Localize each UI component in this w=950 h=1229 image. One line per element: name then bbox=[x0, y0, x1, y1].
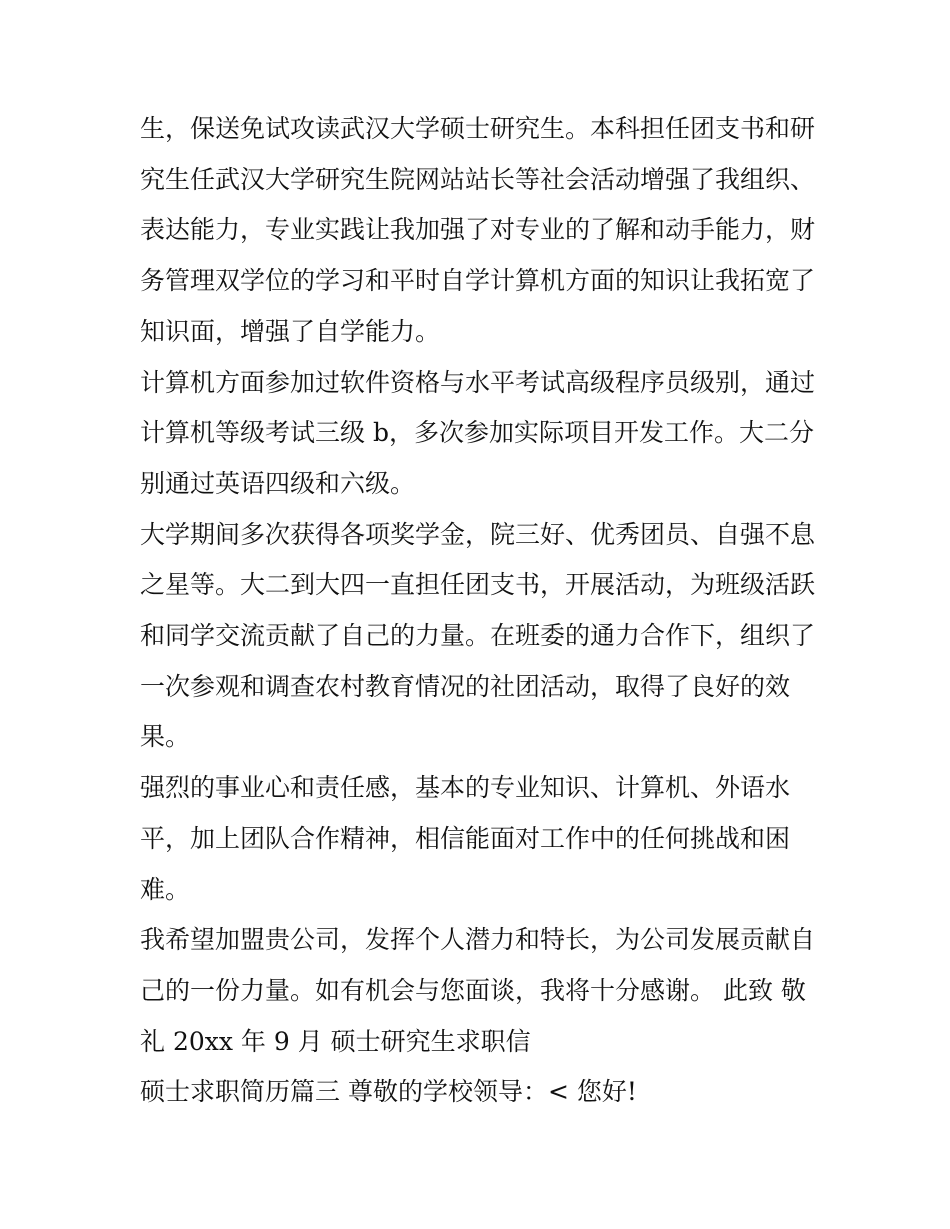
paragraph-strengths bbox=[140, 763, 820, 915]
paragraph-awards bbox=[140, 510, 820, 764]
text-line: 务管理双学位的学习和平时自学计算机方面的知识让我拓宽了 bbox=[140, 266, 816, 296]
text-line: 难。 bbox=[140, 874, 191, 904]
paragraph-next-section-heading bbox=[140, 1067, 820, 1118]
text-line: 计算机等级考试三级 b，多次参加实际项目开发工作。大二分 bbox=[140, 418, 814, 448]
paragraph-education bbox=[140, 104, 820, 358]
text-line: 平，加上团队合作精神，相信能面对工作中的任何挑战和困 bbox=[140, 823, 791, 853]
text-line: 和同学交流贡献了自己的力量。在班委的通力合作下，组织了 bbox=[140, 621, 816, 651]
paragraph-skills bbox=[140, 358, 820, 510]
text-line: 知识面，增强了自学能力。 bbox=[140, 316, 441, 346]
paragraph-closing bbox=[140, 915, 820, 1067]
document-body bbox=[140, 104, 820, 1118]
text-line: 表达能力，专业实践让我加强了对专业的了解和动手能力，财 bbox=[140, 215, 816, 245]
text-line: 生，保送免试攻读武汉大学硕士研究生。本科担任团支书和研 bbox=[140, 114, 816, 143]
text-line: 我希望加盟贵公司，发挥个人潜力和特长，为公司发展贡献自 bbox=[140, 925, 816, 955]
text-line: 计算机方面参加过软件资格与水平考试高级程序员级别，通过 bbox=[140, 367, 816, 397]
text-line: 究生任武汉大学研究生院网站站长等社会活动增强了我组织、 bbox=[140, 164, 816, 194]
text-line: 一次参观和调查农村教育情况的社团活动，取得了良好的效 bbox=[140, 671, 791, 701]
text-line: 大学期间多次获得各项奖学金，院三好、优秀团员、自强不息 bbox=[140, 519, 816, 549]
text-line: 己的一份力量。如有机会与您面谈，我将十分感谢。 此致 敬 bbox=[140, 975, 806, 1005]
text-line: 之星等。大二到大四一直担任团支书，开展活动，为班级活跃 bbox=[140, 570, 816, 600]
text-line: 果。 bbox=[140, 722, 191, 752]
text-line: 礼 20xx 年 9 月 硕士研究生求职信 bbox=[140, 1026, 531, 1056]
text-line: 强烈的事业心和责任感，基本的专业知识、计算机、外语水 bbox=[140, 773, 791, 803]
text-line: 硕士求职简历篇三 尊敬的学校领导：< 您好! bbox=[140, 1077, 637, 1107]
text-line: 别通过英语四级和六级。 bbox=[140, 468, 416, 498]
